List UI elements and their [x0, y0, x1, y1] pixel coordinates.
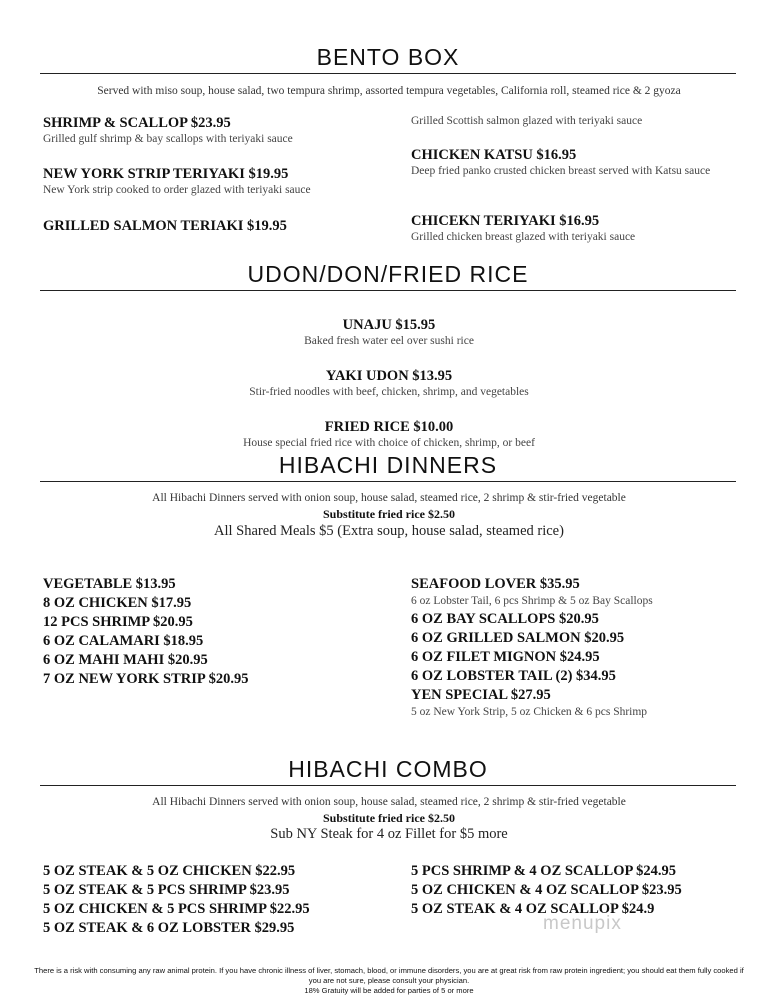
item-name: CHICKEN KATSU $16.95	[411, 147, 577, 163]
section-divider	[40, 73, 736, 74]
list-item: 8 OZ CHICKEN $17.95	[43, 595, 192, 611]
section-title-udon: UDON/DON/FRIED RICE	[247, 261, 529, 287]
list-item: 5 OZ STEAK & 5 OZ CHICKEN $22.95	[43, 863, 296, 879]
combo-note-sub: Sub NY Steak for 4 oz Fillet for $5 more	[270, 826, 508, 842]
footer-risk-note: There is a risk with consuming any raw animal protein. If you have chronic illness of liver, stomach, blood, or immune disorders, you are at great risk from raw protein ingredient; you should eat them fully cooked if you are not sure, please consult your physician.	[34, 966, 744, 985]
menu-item	[411, 147, 731, 178]
menu-item	[20, 317, 758, 348]
combo-note-bold: Substitute fried rice $2.50	[323, 811, 455, 825]
item-name: UNAJU $15.95	[342, 317, 436, 333]
combo-left-list	[43, 862, 393, 938]
watermark: menupix	[543, 913, 622, 934]
item-desc: 6 oz Lobster Tail, 6 pcs Shrimp & 5 oz Bay Scallops	[411, 595, 653, 607]
list-item: 7 OZ NEW YORK STRIP $20.95	[43, 671, 249, 687]
menu-item	[43, 166, 373, 197]
list-item: 5 OZ STEAK & 6 OZ LOBSTER $29.95	[43, 920, 295, 936]
list-item: 6 OZ LOBSTER TAIL (2) $34.95	[411, 668, 616, 684]
list-item: 6 OZ CALAMARI $18.95	[43, 633, 204, 649]
list-item: YEN SPECIAL $27.95	[411, 687, 551, 703]
section-title-bento-box: BENTO BOX	[316, 44, 460, 70]
item-desc: House special fried rice with choice of chicken, shrimp, or beef	[243, 437, 535, 449]
item-name: FRIED RICE $10.00	[324, 419, 454, 435]
menu-item	[20, 419, 758, 450]
list-item: 5 OZ STEAK & 5 PCS SHRIMP $23.95	[43, 882, 290, 898]
menu-item	[43, 115, 373, 146]
item-name: CHICEKN TERIYAKI $16.95	[411, 213, 600, 229]
item-desc: 5 oz New York Strip, 5 oz Chicken & 6 pcs Shrimp	[411, 706, 648, 718]
combo-note: All Hibachi Dinners served with onion soup, house salad, steamed rice, 2 shrimp & stir-fried vegetable	[152, 796, 626, 808]
list-item: 5 OZ CHICKEN & 4 OZ SCALLOP $23.95	[411, 882, 682, 898]
section-divider	[40, 785, 736, 786]
hibachi-note: All Hibachi Dinners served with onion soup, house salad, steamed rice, 2 shrimp & stir-fried vegetable	[152, 492, 626, 504]
list-item: 6 OZ MAHI MAHI $20.95	[43, 652, 208, 668]
item-desc: Stir-fried noodles with beef, chicken, shrimp, and vegetables	[249, 386, 529, 398]
item-desc: Baked fresh water eel over sushi rice	[304, 335, 474, 347]
list-item: 5 OZ CHICKEN & 5 PCS SHRIMP $22.95	[43, 901, 310, 917]
menu-item	[20, 368, 758, 399]
list-item: 12 PCS SHRIMP $20.95	[43, 614, 193, 630]
hibachi-note-bold: Substitute fried rice $2.50	[323, 507, 455, 521]
item-desc: Grilled gulf shrimp & bay scallops with teriyaki sauce	[43, 133, 293, 145]
hibachi-note-shared: All Shared Meals $5 (Extra soup, house salad, steamed rice)	[214, 523, 564, 539]
list-item: 6 OZ GRILLED SALMON $20.95	[411, 630, 625, 646]
section-divider	[40, 481, 736, 482]
item-desc: Deep fried panko crusted chicken breast served with Katsu sauce	[411, 165, 711, 177]
menu-item-desc-continued	[411, 114, 741, 128]
item-desc: Grilled Scottish salmon glazed with teriyaki sauce	[411, 115, 643, 127]
section-title-hibachi-dinners: HIBACHI DINNERS	[278, 452, 498, 478]
section-divider	[40, 290, 736, 291]
item-desc: Grilled chicken breast glazed with teriyaki sauce	[411, 231, 636, 243]
list-item: 6 OZ FILET MIGNON $24.95	[411, 649, 600, 665]
item-name: YAKI UDON $13.95	[325, 368, 453, 384]
list-item: 5 PCS SHRIMP & 4 OZ SCALLOP $24.95	[411, 863, 677, 879]
item-name: GRILLED SALMON TERIAKI $19.95	[43, 218, 287, 234]
item-desc: New York strip cooked to order glazed with teriyaki sauce	[43, 184, 311, 196]
menu-item	[43, 218, 373, 235]
list-item: SEAFOOD LOVER $35.95	[411, 576, 580, 592]
list-item: VEGETABLE $13.95	[43, 576, 176, 592]
section-title-hibachi-combo: HIBACHI COMBO	[288, 756, 488, 782]
hibachi-left-list	[43, 575, 383, 689]
footer-disclaimer	[30, 966, 748, 996]
item-name: NEW YORK STRIP TERIYAKI $19.95	[43, 166, 289, 182]
combo-right-list	[411, 862, 761, 919]
footer-gratuity-note: 18% Gratuity will be added for parties of 5 or more	[304, 986, 474, 995]
hibachi-right-list	[411, 575, 751, 721]
bento-note: Served with miso soup, house salad, two tempura shrimp, assorted tempura vegetables, California roll, steamed rice & 2 gyoza	[97, 85, 681, 97]
item-name: SHRIMP & SCALLOP $23.95	[43, 115, 231, 131]
menu-item	[411, 213, 741, 244]
list-item: 5 OZ STEAK & 4 OZ SCALLOP $24.9	[411, 901, 655, 917]
list-item: 6 OZ BAY SCALLOPS $20.95	[411, 611, 599, 627]
